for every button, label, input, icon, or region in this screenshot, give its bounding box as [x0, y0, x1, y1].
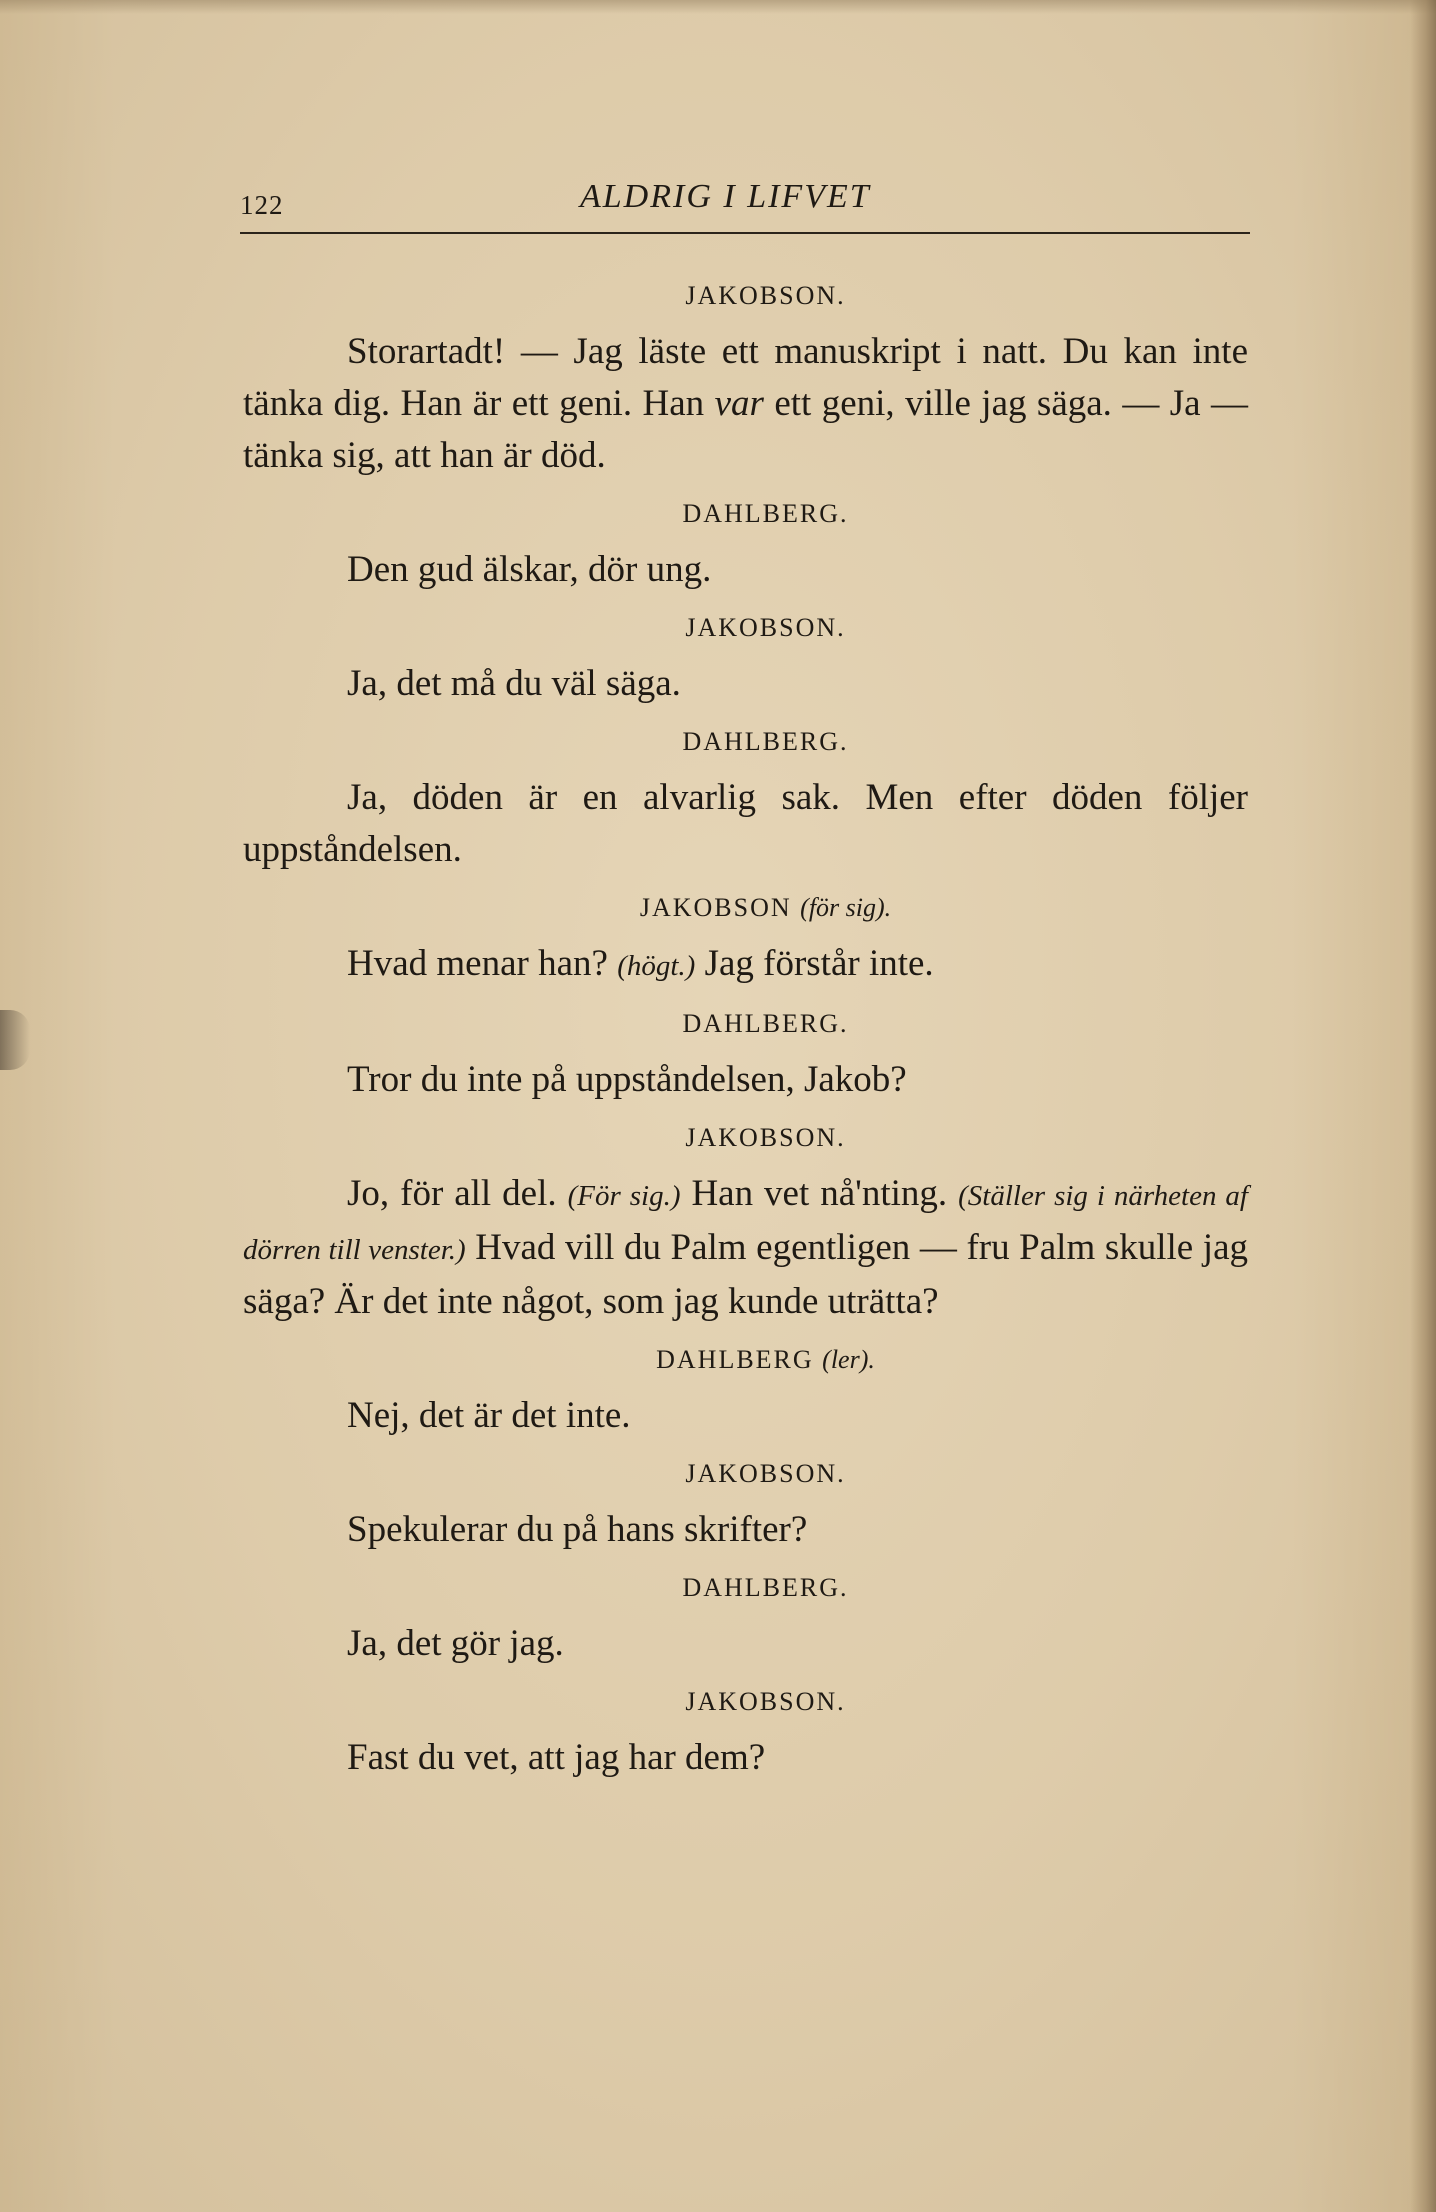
speech-paragraph: Den gud älskar, dör ung. — [347, 549, 712, 590]
page-top-shadow — [0, 0, 1436, 14]
speech-paragraph: Nej, det är det inte. — [347, 1395, 631, 1436]
speaker-name: DAHLBERG. — [682, 1573, 849, 1602]
stage-direction: (För sig.) — [567, 1180, 681, 1212]
speech-paragraph: Hvad menar han? (högt.) Jag förstår inte. — [347, 943, 934, 984]
speech-paragraph: Ja, det må du väl säga. — [347, 663, 681, 704]
page-number: 122 — [240, 190, 284, 220]
header-rule — [240, 232, 1250, 234]
speech-paragraph: Tror du inte på uppståndelsen, Jakob? — [347, 1059, 907, 1100]
speaker-name: JAKOBSON. — [685, 613, 846, 642]
speech-paragraph: Jo, för all del. (För sig.) Han vet nå'nting. (Ställer sig i närheten af dörren till venster.) Hvad vill du Palm egentligen — fru Palm skulle jag säga? Är det inte något, som jag kunde uträtta? — [243, 1173, 1248, 1322]
page-header — [240, 178, 1250, 230]
stage-direction: (Ställer sig i närheten af dörren till venster.) — [243, 1180, 1248, 1266]
speech-paragraph: Ja, döden är en alvarlig sak. Men efter döden följer uppståndelsen. — [243, 777, 1248, 870]
speaker-name: JAKOBSON. — [685, 1123, 846, 1152]
page-gutter-shadow — [1410, 0, 1436, 2212]
emphasis: var — [714, 383, 764, 424]
speaker-name: JAKOBSON. — [685, 281, 846, 310]
speech-paragraph: Ja, det gör jag. — [347, 1623, 564, 1664]
page-edge-mark — [0, 1010, 30, 1070]
speech-paragraph: Spekulerar du på hans skrifter? — [347, 1509, 808, 1550]
speech-paragraph: Fast du vet, att jag har dem? — [347, 1737, 766, 1778]
dialogue-block — [243, 280, 1248, 1784]
speaker-name: JAKOBSON (för sig). — [639, 893, 892, 922]
stage-direction: (ler). — [822, 1345, 875, 1374]
speaker-name: DAHLBERG. — [682, 1009, 849, 1038]
stage-direction: (högt.) — [617, 950, 696, 982]
speaker-name: JAKOBSON. — [685, 1687, 846, 1716]
running-title: ALDRIG I LIFVET — [580, 178, 871, 215]
speaker-name: DAHLBERG. — [682, 499, 849, 528]
speech-paragraph: Storartadt! — Jag läste ett manuskript i natt. Du kan inte tänka dig. Han är ett geni. Han var ett geni, ville jag säga. — Ja — tänka sig, att han är död. — [243, 331, 1248, 476]
speaker-name: JAKOBSON. — [685, 1459, 846, 1488]
speaker-name: DAHLBERG. — [682, 727, 849, 756]
speaker-name: DAHLBERG (ler). — [656, 1345, 875, 1374]
stage-direction: (för sig). — [800, 893, 892, 922]
